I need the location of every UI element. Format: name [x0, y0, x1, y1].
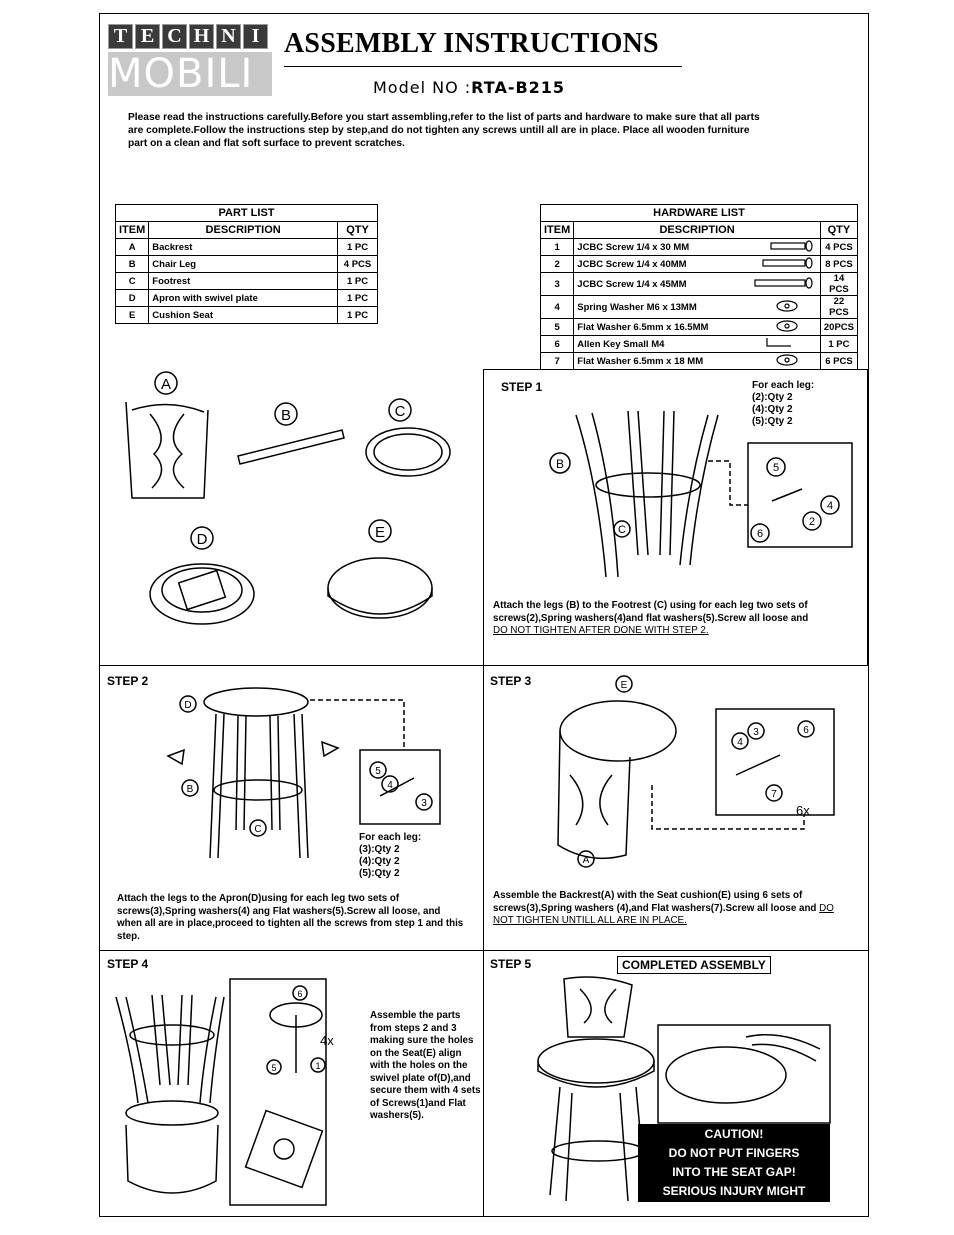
swivel-plate — [246, 1111, 323, 1188]
swivel-center — [274, 1139, 294, 1159]
table-row — [116, 290, 378, 307]
table-row — [116, 307, 378, 324]
hardware-icon — [738, 256, 821, 273]
callout-d-text: D — [184, 700, 192, 711]
col-header: DESCRIPTION — [574, 222, 821, 239]
leg-b — [576, 413, 618, 577]
step2-each-leg — [359, 832, 421, 880]
completed-assembly-label: COMPLETED ASSEMBLY — [617, 956, 771, 974]
table-cell: D — [116, 290, 149, 307]
table-cell: JCBC Screw 1/4 x 45MM — [574, 273, 738, 296]
table-cell: Flat Washer 6.5mm x 18 MM — [574, 353, 738, 370]
seat-cushion — [560, 701, 676, 761]
logo-letter: H — [189, 24, 214, 49]
note-line: (3):Qty 2 — [359, 844, 400, 855]
hardware-list-table — [540, 204, 858, 370]
step4-illustration — [108, 975, 358, 1210]
table-cell: Footrest — [149, 273, 338, 290]
part-list-title: PART LIST — [116, 205, 378, 222]
leg — [628, 411, 648, 555]
col-header: QTY — [338, 222, 378, 239]
leg — [294, 714, 308, 858]
step1-label: STEP 1 — [501, 380, 543, 394]
table-cell: 1 PC — [820, 336, 857, 353]
model-number — [373, 78, 565, 97]
hardware-icon — [738, 319, 821, 336]
backrest-splat — [150, 414, 184, 488]
callout-5-text: 5 — [375, 766, 381, 777]
table-cell: Chair Leg — [149, 256, 338, 273]
table-cell: Cushion Seat — [149, 307, 338, 324]
model-value: RTA-B215 — [471, 78, 566, 97]
leg — [680, 415, 718, 565]
caution-line: INTO THE SEAT GAP! — [672, 1165, 796, 1179]
col-header: DESCRIPTION — [149, 222, 338, 239]
logo-letter: C — [162, 24, 187, 49]
callout-6-text: 6 — [756, 528, 764, 540]
table-row — [541, 256, 858, 273]
backrest-shape — [126, 402, 208, 498]
table-row — [541, 353, 858, 370]
table-cell: Spring Washer M6 x 13MM — [574, 296, 738, 319]
col-header: ITEM — [116, 222, 149, 239]
leg — [270, 716, 280, 830]
leg — [116, 997, 148, 1103]
step1-warning: DO NOT TIGHTEN AFTER DONE WITH STEP 2. — [493, 625, 709, 636]
footrest-ring — [214, 780, 302, 800]
caution-line: CAUTION! — [704, 1127, 764, 1141]
hardware-list-title: HARDWARE LIST — [541, 205, 858, 222]
step2-caption: Attach the legs to the Apron(D)using for each leg two sets of screws(3),Spring washers(4) ang Flat washers(5).Screw all loose, and when all are in place,proceed to tighten all the screws from step 1 and this step. — [117, 893, 464, 942]
note-line: (4):Qty 2 — [359, 856, 400, 867]
backrest — [126, 1125, 218, 1193]
leg — [178, 995, 192, 1085]
swivel-plate — [179, 571, 226, 610]
footrest-ring — [130, 1025, 214, 1045]
table-cell: 5 — [541, 319, 574, 336]
callout-3-text: 3 — [753, 727, 759, 738]
table-cell: 1 PC — [338, 273, 378, 290]
table-cell: E — [116, 307, 149, 324]
callout-3-text: 3 — [421, 798, 427, 809]
callout-e-text: E — [620, 680, 628, 691]
note-line: (2):Qty 2 — [752, 392, 793, 403]
callout-2-text: 2 — [808, 516, 816, 528]
table-cell: 4 PCS — [338, 256, 378, 273]
logo-letter: I — [243, 24, 268, 49]
label-d: D — [196, 531, 208, 548]
table-row — [541, 319, 858, 336]
table-cell: 2 — [541, 256, 574, 273]
intro-text: Please read the instructions carefully.Before you start assembling,refer to the list of parts and hardware to make sure that all parts are complete.Follow the instructions step by step,and do not tighten any screws untill all are in place. Place all wooden furniture part on a clean and flat soft surface to prevent scratches. — [128, 112, 760, 149]
table-cell: 1 PC — [338, 290, 378, 307]
step3-label: STEP 3 — [490, 674, 532, 688]
table-cell: JCBC Screw 1/4 x 30 MM — [574, 239, 738, 256]
callout-4-text: 4 — [387, 780, 393, 791]
apron — [126, 1101, 218, 1125]
callout-6-text: 6 — [803, 725, 809, 736]
hardware-icon — [738, 296, 821, 319]
callout-b-text: B — [186, 784, 194, 795]
label-b: B — [280, 407, 292, 424]
apron-top — [204, 688, 308, 716]
callout-7-text: 7 — [771, 789, 777, 800]
table-cell: Apron with swivel plate — [149, 290, 338, 307]
callout-6-text: 6 — [297, 989, 303, 999]
table-row — [541, 273, 858, 296]
detail-box — [658, 1025, 830, 1123]
footrest-ring-inner — [374, 434, 442, 470]
arrow-right-icon — [322, 742, 338, 756]
step2-label: STEP 2 — [107, 674, 149, 688]
table-cell: 20PCS — [820, 319, 857, 336]
note-line: (4):Qty 2 — [752, 404, 793, 415]
model-label: Model NO : — [373, 78, 472, 97]
logo-letter: N — [216, 24, 241, 49]
logo-letter: E — [135, 24, 160, 49]
page-title: ASSEMBLY INSTRUCTIONS — [284, 28, 659, 59]
label-e: E — [374, 524, 386, 541]
table-row — [116, 256, 378, 273]
table-cell: Allen Key Small M4 — [574, 336, 738, 353]
table-cell: B — [116, 256, 149, 273]
backrest — [558, 731, 630, 858]
callout-4-text: 4 — [826, 500, 834, 512]
label-a: A — [160, 376, 172, 393]
table-row — [541, 296, 858, 319]
note-line: (5):Qty 2 — [752, 416, 793, 427]
backrest-splat — [570, 775, 612, 825]
backrest-splat — [580, 989, 616, 1023]
leg — [660, 411, 674, 555]
col-header: QTY — [820, 222, 857, 239]
step1-caption — [493, 600, 853, 638]
screw — [772, 489, 802, 501]
detail-box — [360, 750, 440, 824]
callout-c-text: C — [618, 524, 626, 536]
multiplier: 6x — [796, 803, 810, 818]
table-row — [541, 336, 858, 353]
step4-label: STEP 4 — [107, 957, 149, 971]
table-cell: 4 — [541, 296, 574, 319]
table-cell: 6 — [541, 336, 574, 353]
table-cell: 1 PC — [338, 307, 378, 324]
table-row — [541, 239, 858, 256]
table-cell: Flat Washer 6.5mm x 16.5MM — [574, 319, 738, 336]
hardware-icon — [738, 336, 821, 353]
detail-box — [230, 979, 326, 1205]
apron-ring — [150, 564, 254, 624]
step3-warning: DO NOT TIGHTEN UNTILL ALL ARE IN PLACE. — [493, 902, 834, 926]
table-cell: 7 — [541, 353, 574, 370]
table-cell: JCBC Screw 1/4 x 40MM — [574, 256, 738, 273]
table-cell: 6 PCS — [820, 353, 857, 370]
table-row — [116, 273, 378, 290]
title-underline — [284, 66, 682, 67]
table-cell: 1 PC — [338, 239, 378, 256]
leg — [152, 995, 170, 1085]
step4-caption: Assemble the parts from steps 2 and 3 making sure the holes on the Seat(E) align with the holes on the swivel plate of(D),and secure them with 4 sets of Screws(1)and Flat washers(5). — [370, 1010, 481, 1121]
table-cell: Backrest — [149, 239, 338, 256]
cushion-seat — [328, 558, 432, 618]
seat — [538, 1039, 654, 1083]
callout-b-text: B — [555, 457, 565, 471]
divider — [483, 665, 484, 1217]
parts-illustration — [110, 370, 480, 660]
footrest-ring — [596, 473, 700, 497]
part-list-table — [115, 204, 378, 324]
table-row — [116, 239, 378, 256]
table-cell: C — [116, 273, 149, 290]
logo-letter: T — [108, 24, 133, 49]
arrow-left-icon — [168, 750, 184, 764]
caption-text: Assemble the Backrest(A) with the Seat cushion(E) using 6 sets of screws(3),Spring washers (4),and Flat washers(7).Screw all loose and — [493, 890, 817, 914]
caption-text: Attach the legs (B) to the Footrest (C) using for each leg two sets of screws(2),Spring washers(4)and flat washers(5).Screw all loose and — [493, 600, 809, 624]
table-cell: 4 PCS — [820, 239, 857, 256]
callout-c-text: C — [254, 824, 262, 835]
divider — [99, 950, 869, 951]
footrest — [552, 1141, 644, 1161]
hardware-icon — [738, 353, 821, 370]
backrest — [564, 977, 632, 1037]
table-cell: 1 — [541, 239, 574, 256]
backrest-rail — [132, 404, 204, 412]
footrest-bar — [238, 430, 344, 464]
callout-5-text: 5 — [772, 462, 780, 474]
multiplier: 4x — [320, 1033, 334, 1048]
step3-caption — [493, 890, 843, 928]
screw — [736, 755, 780, 775]
col-header: ITEM — [541, 222, 574, 239]
table-cell: A — [116, 239, 149, 256]
step1-illustration — [540, 405, 860, 595]
table-cell: 22 PCS — [820, 296, 857, 319]
hardware-icon — [738, 273, 821, 296]
seat-detail — [666, 1047, 786, 1103]
callout-1-text: 1 — [315, 1061, 321, 1071]
note-line: (5):Qty 2 — [359, 868, 400, 879]
step5-label: STEP 5 — [490, 957, 532, 971]
table-cell: 14 PCS — [820, 273, 857, 296]
detail-leader — [708, 461, 748, 505]
caution-line: SERIOUS INJURY MIGHT OCCUR! — [662, 1184, 806, 1217]
caution-line: DO NOT PUT FINGERS — [668, 1146, 800, 1160]
techni-mobili-logo — [108, 24, 272, 100]
note-line: For each leg: — [359, 832, 422, 843]
logo-subtext: MOBILI — [108, 52, 272, 96]
note-line: For each leg: — [752, 380, 815, 391]
hand-sketch — [746, 1035, 820, 1061]
step3-illustration — [530, 675, 840, 885]
table-cell: 3 — [541, 273, 574, 296]
callout-a-text: A — [582, 855, 590, 866]
hardware-icon — [738, 239, 821, 256]
caution-box — [638, 1124, 830, 1217]
label-c: C — [394, 403, 406, 420]
leg — [236, 716, 246, 830]
callout-4-text: 4 — [737, 737, 743, 748]
leg — [200, 997, 224, 1103]
detail-box — [748, 443, 852, 547]
callout-5-text: 5 — [271, 1063, 277, 1073]
footrest-ring — [366, 428, 450, 476]
table-cell: 8 PCS — [820, 256, 857, 273]
